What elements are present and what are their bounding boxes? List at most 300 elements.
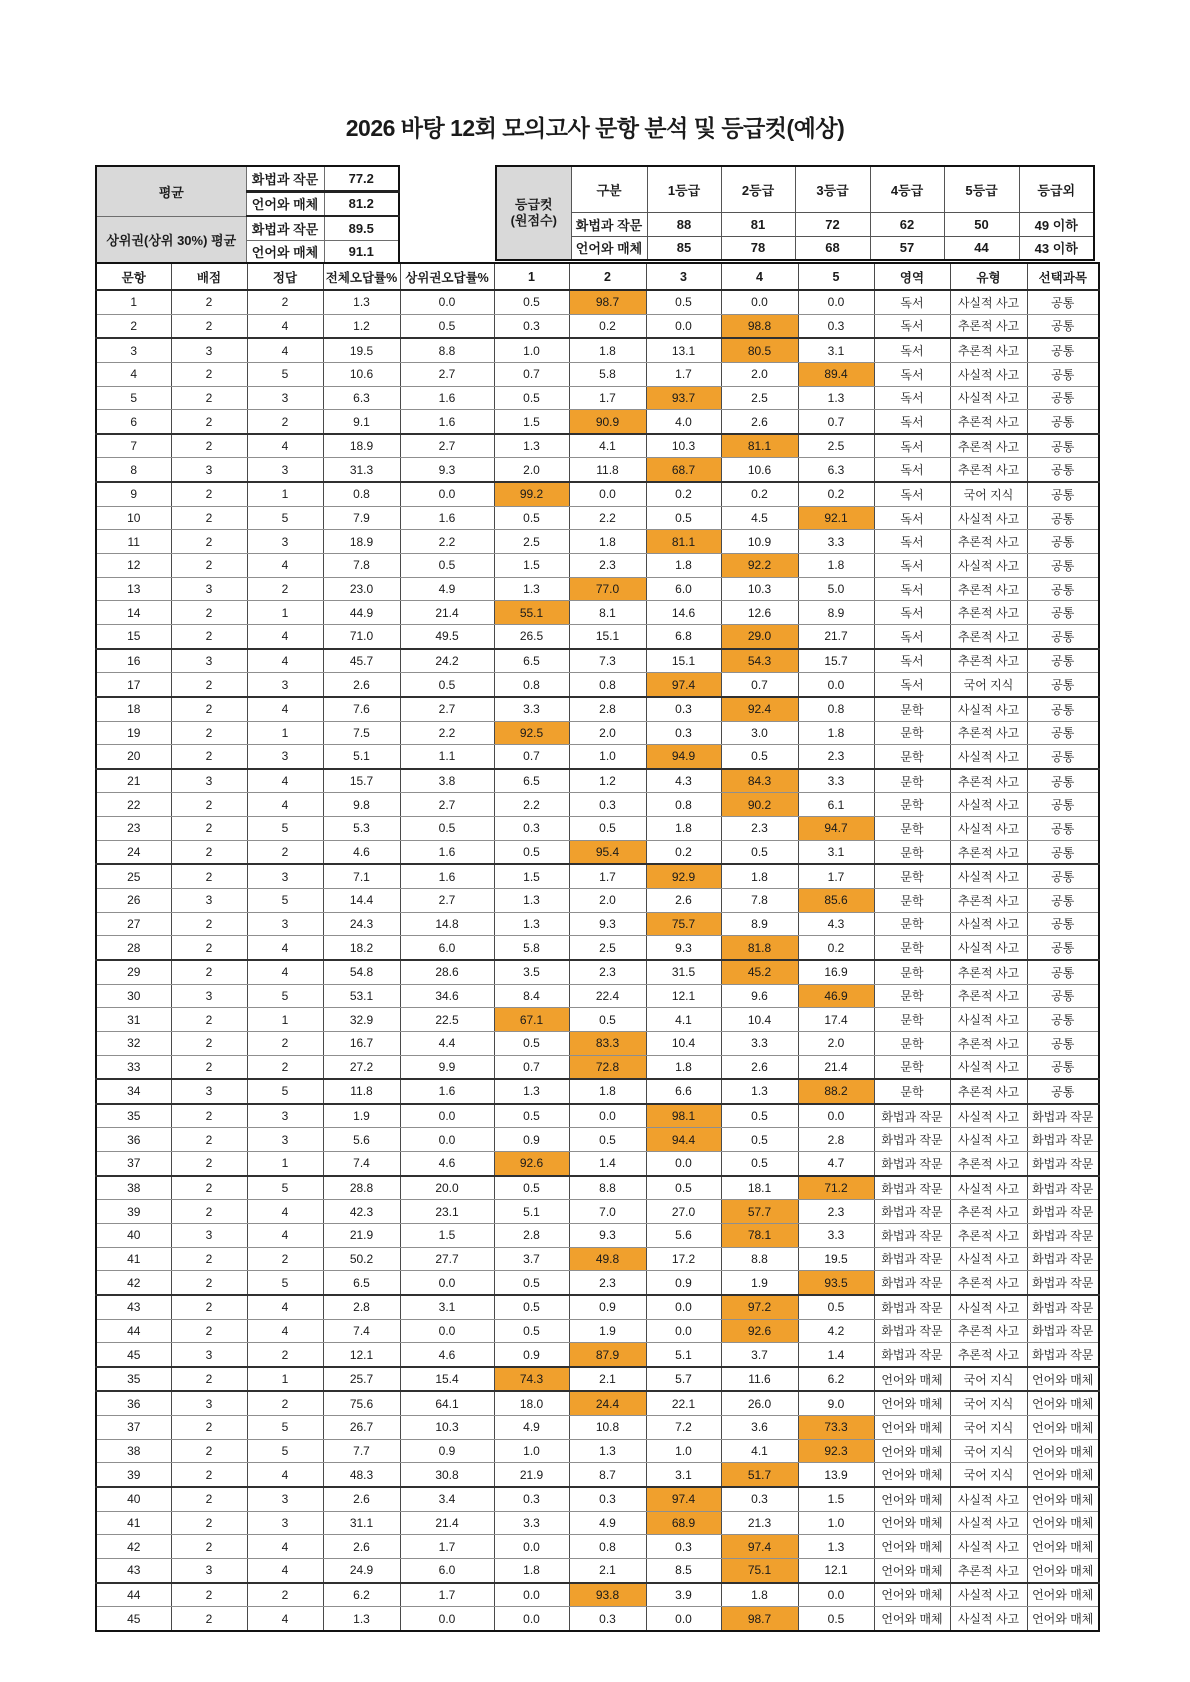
choice-2-rate: 1.0 [569, 745, 646, 769]
choice-4-rate: 1.9 [721, 1271, 798, 1295]
top-group-wrong-rate: 2.7 [400, 889, 494, 913]
subject-label: 화법과 작문 [571, 213, 647, 237]
choice-1-rate: 1.3 [494, 577, 569, 601]
cut-score: 88 [647, 213, 721, 237]
choice-2-rate: 1.8 [569, 1079, 646, 1104]
cut-score: 78 [721, 236, 795, 260]
question-number: 32 [96, 1031, 171, 1055]
choice-5-rate: 1.4 [798, 1343, 874, 1367]
correct-answer: 2 [247, 290, 323, 314]
question-row [96, 458, 1099, 482]
choice-2-rate: 4.1 [569, 434, 646, 458]
correct-answer: 3 [247, 1487, 323, 1511]
choice-1-rate: 0.5 [494, 1271, 569, 1295]
choice-5-rate: 94.7 [798, 817, 874, 841]
correct-answer: 4 [247, 1223, 323, 1247]
choice-3-rate: 97.4 [646, 673, 721, 697]
choice-1-rate: 1.3 [494, 434, 569, 458]
question-type: 사실적 사고 [950, 817, 1027, 841]
choice-3-rate: 4.3 [646, 769, 721, 793]
points: 2 [171, 386, 247, 410]
question-type: 추론적 사고 [950, 434, 1027, 458]
total-wrong-rate: 1.3 [323, 1607, 400, 1631]
elective-subject: 공통 [1027, 290, 1099, 314]
elective-subject: 공통 [1027, 649, 1099, 673]
grade-cut-corner-line1: 등급컷 [514, 197, 553, 212]
elective-subject: 공통 [1027, 721, 1099, 745]
question-row [96, 577, 1099, 601]
question-row [96, 889, 1099, 913]
choice-1-rate: 0.0 [494, 1583, 569, 1607]
correct-answer: 2 [247, 1031, 323, 1055]
choice-1-rate: 4.9 [494, 1416, 569, 1440]
choice-2-rate: 8.1 [569, 601, 646, 625]
total-wrong-rate: 48.3 [323, 1463, 400, 1487]
question-type: 추론적 사고 [950, 338, 1027, 362]
total-wrong-rate: 6.5 [323, 1271, 400, 1295]
question-number: 40 [96, 1223, 171, 1247]
elective-subject: 공통 [1027, 673, 1099, 697]
area: 문학 [874, 697, 950, 721]
choice-4-rate: 81.1 [721, 434, 798, 458]
total-wrong-rate: 10.6 [323, 362, 400, 386]
choice-1-rate: 26.5 [494, 624, 569, 648]
points: 2 [171, 673, 247, 697]
question-number: 41 [96, 1247, 171, 1271]
correct-answer: 3 [247, 912, 323, 936]
total-wrong-rate: 44.9 [323, 601, 400, 625]
elective-subject: 공통 [1027, 386, 1099, 410]
choice-1-rate: 92.6 [494, 1152, 569, 1176]
choice-4-rate: 10.3 [721, 577, 798, 601]
question-number: 37 [96, 1416, 171, 1440]
top-group-wrong-rate: 1.6 [400, 864, 494, 888]
choice-5-rate: 6.1 [798, 793, 874, 817]
elective-subject: 공통 [1027, 577, 1099, 601]
question-number: 38 [96, 1176, 171, 1200]
cut-score: 72 [795, 213, 870, 237]
question-type: 추론적 사고 [950, 840, 1027, 864]
total-wrong-rate: 23.0 [323, 577, 400, 601]
question-number: 2 [96, 314, 171, 338]
elective-subject: 공통 [1027, 601, 1099, 625]
question-row [96, 1319, 1099, 1343]
correct-answer: 4 [247, 434, 323, 458]
elective-subject: 공통 [1027, 960, 1099, 984]
question-number: 3 [96, 338, 171, 362]
question-number: 4 [96, 362, 171, 386]
question-row [96, 1511, 1099, 1535]
points: 2 [171, 793, 247, 817]
choice-5-rate: 0.3 [798, 314, 874, 338]
total-wrong-rate: 18.9 [323, 434, 400, 458]
choice-1-rate: 1.3 [494, 1079, 569, 1104]
question-row [96, 1271, 1099, 1295]
elective-subject: 공통 [1027, 1008, 1099, 1032]
area: 독서 [874, 601, 950, 625]
total-wrong-rate: 32.9 [323, 1008, 400, 1032]
choice-2-rate: 10.8 [569, 1416, 646, 1440]
area: 문학 [874, 817, 950, 841]
area: 독서 [874, 482, 950, 506]
area: 화법과 작문 [874, 1104, 950, 1128]
choice-2-rate: 0.5 [569, 1128, 646, 1152]
total-wrong-rate: 53.1 [323, 984, 400, 1008]
top-group-wrong-rate: 0.0 [400, 1607, 494, 1631]
area: 언어와 매체 [874, 1463, 950, 1487]
area: 언어와 매체 [874, 1535, 950, 1559]
question-type: 추론적 사고 [950, 1319, 1027, 1343]
question-number: 41 [96, 1511, 171, 1535]
points: 2 [171, 362, 247, 386]
choice-3-rate: 3.1 [646, 1463, 721, 1487]
elective-subject: 공통 [1027, 530, 1099, 554]
col-header-choice-5-rate: 5 [798, 263, 874, 290]
choice-1-rate: 0.7 [494, 1055, 569, 1079]
question-number: 21 [96, 769, 171, 793]
choice-1-rate: 67.1 [494, 1008, 569, 1032]
choice-5-rate: 92.1 [798, 506, 874, 530]
choice-5-rate: 92.3 [798, 1439, 874, 1463]
choice-2-rate: 0.0 [569, 1104, 646, 1128]
choice-4-rate: 98.8 [721, 314, 798, 338]
table-row [496, 236, 1094, 260]
total-wrong-rate: 16.7 [323, 1031, 400, 1055]
top-group-wrong-rate: 1.6 [400, 410, 494, 434]
choice-1-rate: 0.5 [494, 1295, 569, 1319]
top-group-wrong-rate: 1.5 [400, 1223, 494, 1247]
question-number: 36 [96, 1391, 171, 1415]
points: 2 [171, 1439, 247, 1463]
choice-2-rate: 0.2 [569, 314, 646, 338]
correct-answer: 2 [247, 840, 323, 864]
choice-3-rate: 0.5 [646, 1176, 721, 1200]
col-header-grade5: 5등급 [944, 166, 1019, 213]
question-number: 27 [96, 912, 171, 936]
top-group-wrong-rate: 9.3 [400, 458, 494, 482]
question-row [96, 554, 1099, 578]
question-row [96, 864, 1099, 888]
col-header-below-grade: 등급외 [1019, 166, 1094, 213]
total-wrong-rate: 7.4 [323, 1319, 400, 1343]
question-row [96, 601, 1099, 625]
total-wrong-rate: 18.9 [323, 530, 400, 554]
top-group-wrong-rate: 3.8 [400, 769, 494, 793]
question-number: 35 [96, 1367, 171, 1392]
choice-5-rate: 6.2 [798, 1367, 874, 1392]
question-row [96, 1607, 1099, 1631]
cut-score: 85 [647, 236, 721, 260]
area: 화법과 작문 [874, 1128, 950, 1152]
question-number: 31 [96, 1008, 171, 1032]
choice-5-rate: 19.5 [798, 1247, 874, 1271]
choice-1-rate: 0.8 [494, 673, 569, 697]
choice-2-rate: 72.8 [569, 1055, 646, 1079]
points: 2 [171, 1487, 247, 1511]
area: 문학 [874, 1008, 950, 1032]
top-group-wrong-rate: 6.0 [400, 1558, 494, 1582]
question-row [96, 506, 1099, 530]
choice-4-rate: 29.0 [721, 624, 798, 648]
question-row [96, 984, 1099, 1008]
total-wrong-rate: 2.8 [323, 1295, 400, 1319]
grade-cut-table [495, 165, 1095, 261]
choice-5-rate: 4.2 [798, 1319, 874, 1343]
choice-2-rate: 87.9 [569, 1343, 646, 1367]
col-header-elective-subject: 선택과목 [1027, 263, 1099, 290]
choice-3-rate: 0.0 [646, 1295, 721, 1319]
choice-4-rate: 10.6 [721, 458, 798, 482]
question-row [96, 912, 1099, 936]
choice-3-rate: 94.4 [646, 1128, 721, 1152]
choice-5-rate: 4.7 [798, 1152, 874, 1176]
question-number: 39 [96, 1463, 171, 1487]
area: 문학 [874, 1031, 950, 1055]
choice-2-rate: 2.3 [569, 960, 646, 984]
question-row [96, 1367, 1099, 1392]
question-row [96, 1008, 1099, 1032]
question-row [96, 721, 1099, 745]
choice-5-rate: 1.3 [798, 1535, 874, 1559]
question-row [96, 362, 1099, 386]
area: 언어와 매체 [874, 1607, 950, 1631]
elective-subject: 언어와 매체 [1027, 1463, 1099, 1487]
choice-5-rate: 85.6 [798, 889, 874, 913]
subject-label: 화법과 작문 [246, 166, 324, 191]
choice-4-rate: 2.0 [721, 362, 798, 386]
question-number: 22 [96, 793, 171, 817]
choice-2-rate: 0.3 [569, 1487, 646, 1511]
question-row [96, 936, 1099, 960]
question-number: 43 [96, 1295, 171, 1319]
points: 3 [171, 984, 247, 1008]
choice-2-rate: 90.9 [569, 410, 646, 434]
correct-answer: 3 [247, 673, 323, 697]
choice-5-rate: 0.8 [798, 697, 874, 721]
top-group-wrong-rate: 1.7 [400, 1535, 494, 1559]
points: 2 [171, 697, 247, 721]
question-row [96, 1031, 1099, 1055]
choice-4-rate: 84.3 [721, 769, 798, 793]
top-group-wrong-rate: 20.0 [400, 1176, 494, 1200]
total-wrong-rate: 7.7 [323, 1439, 400, 1463]
question-row [96, 1583, 1099, 1607]
area: 독서 [874, 673, 950, 697]
correct-answer: 4 [247, 1535, 323, 1559]
question-type: 국어 지식 [950, 1463, 1027, 1487]
correct-answer: 1 [247, 1367, 323, 1392]
choice-1-rate: 6.5 [494, 769, 569, 793]
total-wrong-rate: 1.9 [323, 1104, 400, 1128]
top-group-wrong-rate: 1.6 [400, 386, 494, 410]
choice-2-rate: 7.0 [569, 1200, 646, 1224]
top-group-wrong-rate: 10.3 [400, 1416, 494, 1440]
correct-answer: 1 [247, 721, 323, 745]
choice-2-rate: 95.4 [569, 840, 646, 864]
elective-subject: 공통 [1027, 697, 1099, 721]
points: 2 [171, 745, 247, 769]
choice-4-rate: 11.6 [721, 1367, 798, 1392]
question-row [96, 1535, 1099, 1559]
correct-answer: 4 [247, 314, 323, 338]
question-number: 16 [96, 649, 171, 673]
correct-answer: 3 [247, 745, 323, 769]
top-group-wrong-rate: 0.5 [400, 673, 494, 697]
correct-answer: 2 [247, 1343, 323, 1367]
choice-1-rate: 0.0 [494, 1607, 569, 1631]
elective-subject: 공통 [1027, 745, 1099, 769]
elective-subject: 공통 [1027, 936, 1099, 960]
question-row [96, 1439, 1099, 1463]
choice-1-rate: 18.0 [494, 1391, 569, 1415]
correct-answer: 5 [247, 1271, 323, 1295]
total-wrong-rate: 24.9 [323, 1558, 400, 1582]
points: 2 [171, 410, 247, 434]
total-wrong-rate: 71.0 [323, 624, 400, 648]
area: 화법과 작문 [874, 1176, 950, 1200]
area: 문학 [874, 721, 950, 745]
choice-4-rate: 97.2 [721, 1295, 798, 1319]
question-type: 추론적 사고 [950, 1079, 1027, 1104]
top-group-wrong-rate: 1.7 [400, 1583, 494, 1607]
choice-3-rate: 3.9 [646, 1583, 721, 1607]
area: 독서 [874, 458, 950, 482]
choice-1-rate: 5.8 [494, 936, 569, 960]
choice-1-rate: 8.4 [494, 984, 569, 1008]
cut-score: 43 이하 [1019, 236, 1094, 260]
choice-5-rate: 21.7 [798, 624, 874, 648]
points: 2 [171, 1271, 247, 1295]
choice-4-rate: 0.7 [721, 673, 798, 697]
question-type: 추론적 사고 [950, 1152, 1027, 1176]
question-type: 국어 지식 [950, 1367, 1027, 1392]
correct-answer: 4 [247, 793, 323, 817]
correct-answer: 2 [247, 1247, 323, 1271]
correct-answer: 5 [247, 1439, 323, 1463]
choice-2-rate: 1.7 [569, 386, 646, 410]
top-group-wrong-rate: 3.4 [400, 1487, 494, 1511]
correct-answer: 5 [247, 1176, 323, 1200]
question-number: 43 [96, 1558, 171, 1582]
choice-3-rate: 75.7 [646, 912, 721, 936]
points: 2 [171, 314, 247, 338]
choice-4-rate: 2.5 [721, 386, 798, 410]
choice-3-rate: 4.1 [646, 1008, 721, 1032]
question-row [96, 314, 1099, 338]
area: 언어와 매체 [874, 1583, 950, 1607]
question-number: 42 [96, 1535, 171, 1559]
elective-subject: 화법과 작문 [1027, 1176, 1099, 1200]
area: 독서 [874, 624, 950, 648]
subject-label: 언어와 매체 [571, 236, 647, 260]
correct-answer: 5 [247, 817, 323, 841]
elective-subject: 공통 [1027, 817, 1099, 841]
choice-1-rate: 0.3 [494, 817, 569, 841]
question-number: 9 [96, 482, 171, 506]
area: 화법과 작문 [874, 1152, 950, 1176]
choice-3-rate: 1.8 [646, 817, 721, 841]
choice-4-rate: 26.0 [721, 1391, 798, 1415]
choice-2-rate: 15.1 [569, 624, 646, 648]
question-type: 사실적 사고 [950, 1511, 1027, 1535]
top-group-wrong-rate: 4.4 [400, 1031, 494, 1055]
choice-4-rate: 2.6 [721, 410, 798, 434]
points: 2 [171, 1463, 247, 1487]
question-row [96, 1463, 1099, 1487]
area: 독서 [874, 290, 950, 314]
choice-5-rate: 1.3 [798, 386, 874, 410]
question-row [96, 1128, 1099, 1152]
area: 문학 [874, 936, 950, 960]
choice-1-rate: 0.5 [494, 506, 569, 530]
question-analysis-table [95, 262, 1100, 1632]
question-number: 8 [96, 458, 171, 482]
question-row [96, 1416, 1099, 1440]
question-number: 38 [96, 1439, 171, 1463]
question-type: 사실적 사고 [950, 1607, 1027, 1631]
area: 언어와 매체 [874, 1367, 950, 1392]
subject-label: 화법과 작문 [246, 216, 324, 240]
choice-3-rate: 27.0 [646, 1200, 721, 1224]
points: 2 [171, 1416, 247, 1440]
choice-2-rate: 83.3 [569, 1031, 646, 1055]
total-wrong-rate: 25.7 [323, 1367, 400, 1392]
top-group-wrong-rate: 0.0 [400, 482, 494, 506]
table-row [96, 166, 399, 191]
choice-5-rate: 21.4 [798, 1055, 874, 1079]
col-header-question-type: 유형 [950, 263, 1027, 290]
total-wrong-rate: 15.7 [323, 769, 400, 793]
total-wrong-rate: 7.1 [323, 864, 400, 888]
correct-answer: 4 [247, 936, 323, 960]
choice-2-rate: 0.5 [569, 1008, 646, 1032]
total-wrong-rate: 50.2 [323, 1247, 400, 1271]
points: 2 [171, 1055, 247, 1079]
question-type: 사실적 사고 [950, 793, 1027, 817]
col-header-choice-3-rate: 3 [646, 263, 721, 290]
choice-5-rate: 17.4 [798, 1008, 874, 1032]
correct-answer: 2 [247, 1055, 323, 1079]
correct-answer: 1 [247, 1152, 323, 1176]
choice-1-rate: 0.0 [494, 1535, 569, 1559]
choice-5-rate: 2.5 [798, 434, 874, 458]
page-title: 2026 바탕 12회 모의고사 문항 분석 및 등급컷(예상) [345, 115, 845, 141]
points: 2 [171, 506, 247, 530]
question-number: 42 [96, 1271, 171, 1295]
area: 화법과 작문 [874, 1343, 950, 1367]
elective-subject: 화법과 작문 [1027, 1223, 1099, 1247]
points: 2 [171, 482, 247, 506]
question-row [96, 410, 1099, 434]
correct-answer: 3 [247, 1511, 323, 1535]
average-value: 77.2 [324, 166, 399, 191]
elective-subject: 공통 [1027, 984, 1099, 1008]
top-group-wrong-rate: 0.0 [400, 1104, 494, 1128]
cut-score: 68 [795, 236, 870, 260]
area: 화법과 작문 [874, 1271, 950, 1295]
choice-4-rate: 51.7 [721, 1463, 798, 1487]
total-wrong-rate: 24.3 [323, 912, 400, 936]
choice-3-rate: 5.1 [646, 1343, 721, 1367]
choice-4-rate: 0.5 [721, 1104, 798, 1128]
choice-4-rate: 9.6 [721, 984, 798, 1008]
choice-3-rate: 0.0 [646, 1152, 721, 1176]
elective-subject: 화법과 작문 [1027, 1200, 1099, 1224]
cut-score: 44 [944, 236, 1019, 260]
choice-4-rate: 98.7 [721, 1607, 798, 1631]
points: 3 [171, 1391, 247, 1415]
choice-4-rate: 8.9 [721, 912, 798, 936]
